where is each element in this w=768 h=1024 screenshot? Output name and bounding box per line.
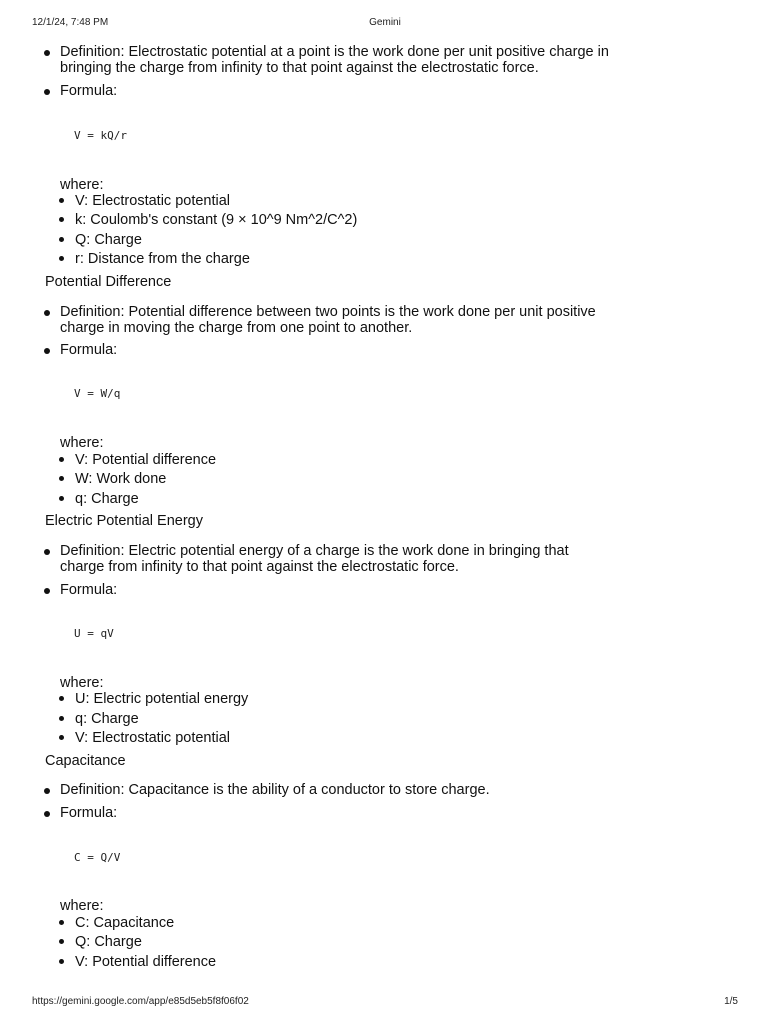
formula-code: U = qV (74, 627, 114, 640)
definition-line: Definition: Electric potential energy of a charge is the work done in bringing that (60, 543, 569, 559)
bullet-icon (44, 348, 50, 354)
bullet-icon (59, 920, 64, 925)
variable-item: V: Electrostatic potential (75, 730, 231, 746)
variable-item: V: Potential difference (75, 954, 217, 970)
definition-line: charge from infinity to that point against the electrostatic force. (60, 559, 459, 575)
formula-label: Formula: (60, 83, 118, 99)
bullet-icon (59, 476, 64, 481)
bullet-icon (59, 198, 64, 203)
bullet-icon (59, 735, 64, 740)
formula-code: V = kQ/r (74, 129, 127, 142)
variable-item: k: Coulomb's constant (9 × 10^9 Nm^2/C^2) (75, 212, 358, 228)
variable-item: Q: Charge (75, 934, 142, 950)
where-label: where: (60, 177, 104, 193)
variable-item: V: Electrostatic potential (75, 193, 231, 209)
section-heading: Capacitance (45, 753, 126, 769)
variable-item: q: Charge (75, 711, 139, 727)
formula-code: V = W/q (74, 387, 121, 400)
bullet-icon (44, 549, 50, 555)
variable-item: W: Work done (75, 471, 167, 487)
bullet-icon (44, 310, 50, 316)
section-heading: Electric Potential Energy (45, 513, 203, 529)
formula-code: C = Q/V (74, 851, 121, 864)
bullet-icon (59, 716, 64, 721)
page-url: https://gemini.google.com/app/e85d5eb5f8f06f02 (32, 996, 249, 1007)
variable-item: Q: Charge (75, 232, 142, 248)
bullet-icon (44, 50, 50, 56)
print-title: Gemini (369, 17, 401, 28)
definition-line: Definition: Capacitance is the ability of a conductor to store charge. (60, 782, 490, 798)
bullet-icon (59, 496, 64, 501)
print-datetime: 12/1/24, 7:48 PM (32, 17, 109, 28)
where-label: where: (60, 435, 104, 451)
definition-line: charge in moving the charge from one point to another. (60, 320, 413, 336)
formula-label: Formula: (60, 582, 118, 598)
bullet-icon (59, 256, 64, 261)
bullet-icon (59, 696, 64, 701)
formula-label: Formula: (60, 342, 118, 358)
definition-line: bringing the charge from infinity to that point against the electrostatic force. (60, 60, 539, 76)
print-header (32, 17, 738, 31)
bullet-icon (44, 811, 50, 817)
bullet-icon (59, 237, 64, 242)
bullet-icon (44, 89, 50, 95)
variable-item: q: Charge (75, 491, 139, 507)
formula-label: Formula: (60, 805, 118, 821)
bullet-icon (59, 939, 64, 944)
definition-line: Definition: Electrostatic potential at a point is the work done per unit positive charge in (60, 44, 609, 60)
bullet-icon (59, 959, 64, 964)
variable-item: U: Electric potential energy (75, 691, 249, 707)
where-label: where: (60, 898, 104, 914)
bullet-icon (59, 457, 64, 462)
variable-item: r: Distance from the charge (75, 251, 250, 267)
print-footer (32, 996, 738, 1010)
where-label: where: (60, 675, 104, 691)
section-heading: Potential Difference (45, 274, 172, 290)
bullet-icon (44, 788, 50, 794)
page-number: 1/5 (724, 996, 738, 1007)
bullet-icon (44, 588, 50, 594)
definition-line: Definition: Potential difference between two points is the work done per unit positive (60, 304, 596, 320)
variable-item: C: Capacitance (75, 915, 175, 931)
variable-item: V: Potential difference (75, 452, 217, 468)
bullet-icon (59, 217, 64, 222)
